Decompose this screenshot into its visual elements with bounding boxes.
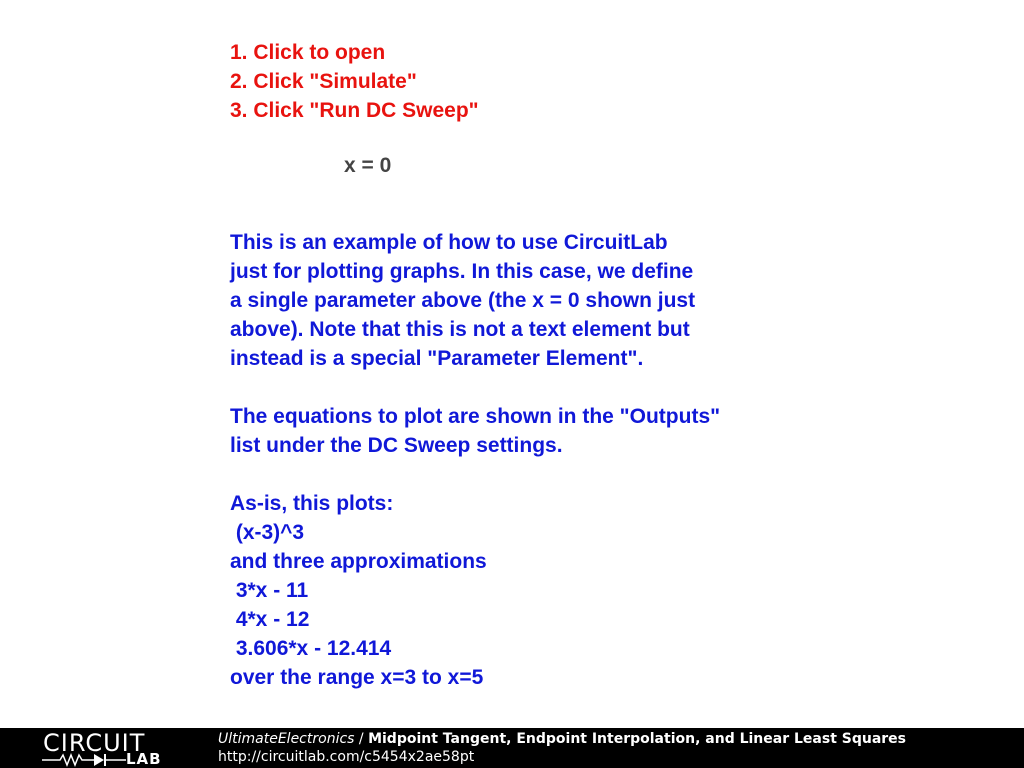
description-text [230, 228, 720, 692]
description-line: 4*x - 12 [230, 608, 310, 631]
description-line: (x-3)^3 [230, 521, 305, 544]
instruction-open[interactable]: 1. Click to open [230, 41, 386, 64]
logo-circuit-text: CIRCUIT [43, 729, 146, 757]
description-line: a single parameter above (the x = 0 shown just [230, 289, 696, 312]
description-line: 3*x - 11 [230, 579, 309, 602]
description-line: The equations to plot are shown in the "Outputs" [230, 405, 721, 428]
instruction-simulate: 2. Click "Simulate" [230, 70, 417, 93]
footer-title [218, 730, 906, 748]
logo-lab-text: LAB [126, 750, 162, 768]
description-line: instead is a special "Parameter Element". [230, 347, 644, 370]
parameter-element[interactable]: x = 0 [344, 154, 392, 177]
footer-bar [0, 728, 1024, 768]
description-line: As-is, this plots: [230, 492, 394, 515]
description-line: and three approximations [230, 550, 487, 573]
description-line: over the range x=3 to x=5 [230, 666, 484, 689]
description-line: list under the DC Sweep settings. [230, 434, 563, 457]
site-name-link[interactable]: UltimateElectronics [218, 731, 355, 747]
circuitlab-logo[interactable] [40, 729, 180, 768]
description-line: 3.606*x - 12.414 [230, 637, 392, 660]
breadcrumb-separator: / [354, 731, 369, 747]
circuit-title: Midpoint Tangent, Endpoint Interpolation, and Linear Least Squares [368, 731, 907, 747]
blank-line [230, 460, 720, 489]
blank-line [230, 373, 720, 402]
instructions-block[interactable] [230, 38, 479, 125]
description-line: just for plotting graphs. In this case, we define [230, 260, 694, 283]
description-line: above). Note that this is not a text element but [230, 318, 690, 341]
circuit-url-link[interactable]: http://circuitlab.com/c5454x2ae58pt [218, 749, 475, 765]
description-line: This is an example of how to use CircuitLab [230, 231, 668, 254]
instruction-run-dc-sweep: 3. Click "Run DC Sweep" [230, 99, 479, 122]
resistor-diode-icon [42, 752, 126, 768]
